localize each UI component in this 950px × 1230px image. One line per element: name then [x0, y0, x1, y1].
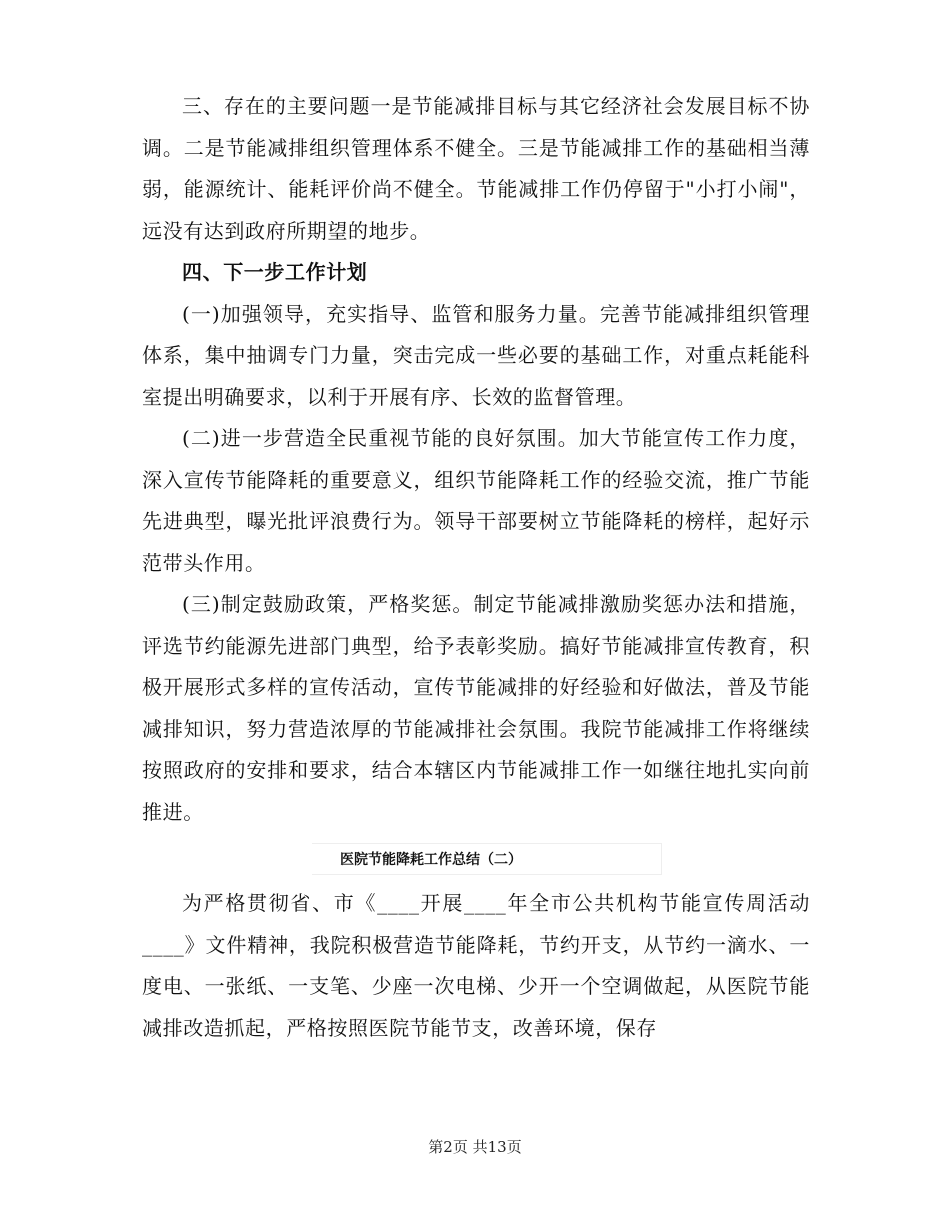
- subtitle-container: [142, 843, 810, 877]
- section-heading-plan: 四、下一步工作计划: [182, 260, 368, 284]
- document-body: [142, 86, 810, 1049]
- paragraph-intro: 为严格贯彻省、市《____开展____年全市公共机构节能宣传周活动____》文件精神，我院积极营造节能降耗，节约开支，从节约一滴水、一度电、一张纸、一支笔、少座一次电梯、少开一个空调做起，从医院节能减排改造抓起，严格按照医院节能节支，改善环境，保存: [142, 891, 810, 1040]
- plan-item-1: (一)加强领导，充实指导、监管和服务力量。完善节能减排组织管理体系，集中抽调专门力量，突击完成一些必要的基础工作，对重点耗能科室提出明确要求，以利于开展有序、长效的监督管理。: [142, 301, 810, 409]
- page-number-footer: 第2页 共13页: [428, 1138, 522, 1156]
- document-subtitle: 医院节能降耗工作总结（二）: [312, 843, 662, 875]
- plan-item-3: (三)制定鼓励政策，严格奖惩。制定节能减排激励奖惩办法和措施，评选节约能源先进部门典型，给予表彰奖励。搞好节能减排宣传教育，积极开展形式多样的宣传活动，宣传节能减排的好经验和好做法，普及节能减排知识，努力营造浓厚的节能减排社会氛围。我院节能减排工作将继续按照政府的安排和要求，结合本辖区内节能减排工作一如继往地扎实向前推进。: [142, 592, 810, 824]
- plan-item-2: (二)进一步营造全民重视节能的良好氛围。加大节能宣传工作力度，深入宣传节能降耗的重要意义，组织节能降耗工作的经验交流，推广节能先进典型，曝光批评浪费行为。领导干部要树立节能降耗的榜样，起好示范带头作用。: [142, 426, 810, 575]
- paragraph-problems: 三、存在的主要问题一是节能减排目标与其它经济社会发展目标不协调。二是节能减排组织管理体系不健全。三是节能减排工作的基础相当薄弱，能源统计、能耗评价尚不健全。节能减排工作仍停留于"小打小闹"，远没有达到政府所期望的地步。: [142, 94, 810, 243]
